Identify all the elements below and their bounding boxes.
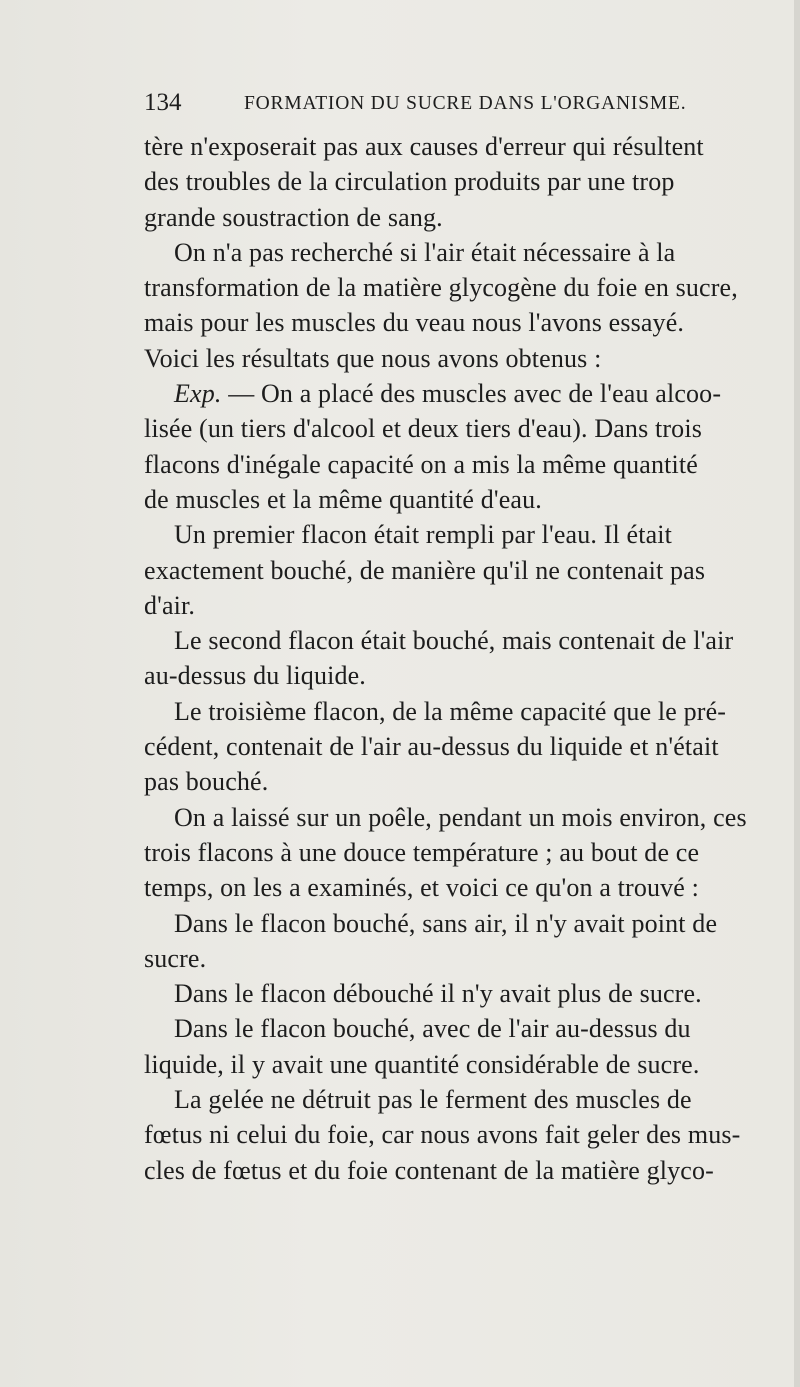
page-header (144, 88, 764, 118)
text-line: Dans le flacon bouché, sans air, il n'y avait point de (174, 908, 718, 938)
experiment-line (144, 376, 784, 411)
text-line: au-dessus du liquide. (144, 661, 366, 691)
text-line: tère n'exposerait pas aux causes d'erreur qui résultent (144, 132, 704, 161)
text-line: mais pour les muscles du veau nous l'avons essayé. (144, 308, 685, 338)
text-line: On a laissé sur un poêle, pendant un mois environ, ces (174, 802, 747, 832)
text-line: transformation de la matière glycogène du foie en sucre, (144, 273, 738, 303)
text-line: Voici les résultats que nous avons obtenus : (144, 343, 602, 373)
text-line: Dans le flacon débouché il n'y avait plus de sucre. (174, 979, 702, 1009)
text-line: On n'a pas recherché si l'air était nécessaire à la (174, 237, 676, 267)
text-line: Un premier flacon était rempli par l'eau. Il était (174, 520, 673, 550)
text-line: cédent, contenait de l'air au-dessus du liquide et n'était (144, 732, 719, 762)
text-line: lisée (un tiers d'alcool et deux tiers d'eau). Dans trois (144, 414, 702, 444)
running-title: FORMATION DU SUCRE DANS L'ORGANISME. (244, 93, 687, 114)
text-line: exactement bouché, de manière qu'il ne contenait pas (144, 555, 706, 585)
text-line: Le troisième flacon, de la même capacité que le pré- (174, 696, 727, 726)
text-line: des troubles de la circulation produits par une trop (144, 167, 675, 197)
page-number: 134 (144, 89, 182, 116)
page-edge-shadow (794, 0, 800, 1387)
text-line: cles de fœtus et du foie contenant de la matière glyco- (144, 1155, 714, 1185)
text-line: La gelée ne détruit pas le ferment des muscles de (174, 1085, 692, 1115)
text-line: Dans le flacon bouché, avec de l'air au-dessus du (174, 1014, 691, 1044)
text-line: de muscles et la même quantité d'eau. (144, 484, 542, 514)
text-line: fœtus ni celui du foie, car nous avons fait geler des mus- (144, 1120, 741, 1150)
text-line: liquide, il y avait une quantité considérable de sucre. (144, 1049, 700, 1079)
text-line: pas bouché. (144, 767, 269, 797)
text-line: Le second flacon était bouché, mais contenait de l'air (174, 626, 734, 656)
text-line: grande soustraction de sang. (144, 202, 443, 232)
exp-label: Exp. (174, 379, 222, 409)
text-line: trois flacons à une douce température ; au bout de ce (144, 837, 700, 867)
body-text (144, 129, 784, 1188)
text-line: d'air. (144, 590, 196, 620)
text-line: temps, on les a examinés, et voici ce qu'on a trouvé : (144, 873, 700, 903)
text-line: sucre. (144, 943, 207, 973)
text-line: — On a placé des muscles avec de l'eau alcoo- (228, 379, 722, 409)
text-line: flacons d'inégale capacité on a mis la même quantité (144, 449, 698, 479)
